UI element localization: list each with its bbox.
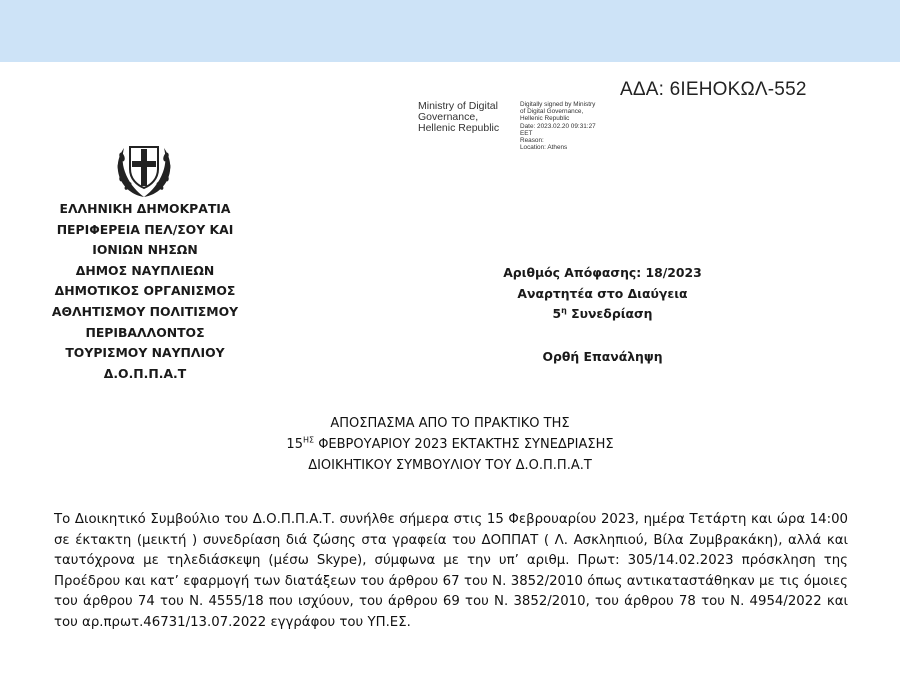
decision-info bbox=[490, 263, 715, 367]
authority-line: ΙΟΝΙΩΝ ΝΗΣΩΝ bbox=[92, 242, 198, 258]
body-paragraph: Το Διοικητικό Συμβούλιο του Δ.Ο.Π.Π.Α.Τ. συνήλθε σήμερα στις 15 Φεβρουαρίου 2023, ημέρα Τετάρτη και ώρα 14:00 σε έκτακτη (μεικτή ) συνεδρίαση διά ζώσης στα γραφεία του ΔΟΠΠΑΤ ( Λ. Ασκληπιού, Βίλα Ζυμβρακάκη), αλλά και ταυτόχρονα με τηλεδιάσκεψη (μέσω Skype), σύμφωνα με την υπ’ αριθμ. Πρωτ: 305/14.02.2023 πρόσκληση της Προέδρου και κατ’ εφαρμογή των διατάξεων του άρθρου 67 του Ν. 3852/2010 όπως αντικαταστάθηκαν με τις όμοιες του άρθρου 74 του Ν. 4555/18 που ισχύουν, του άρθρου 69 του Ν. 3852/2010, του άρθρου 78 του Ν. 4954/2022 και του αρ.πρωτ.46731/13.07.2022 εγγράφου του ΥΠ.ΕΣ. bbox=[54, 512, 848, 630]
title-date-rest: ΦΕΒΡΟΥΑΡΙΟΥ 2023 ΕΚΤΑΚΤΗΣ ΣΥΝΕΔΡΙΑΣΗΣ bbox=[318, 437, 614, 452]
document-title bbox=[240, 413, 660, 476]
authority-line: ΔΗΜΟΤΙΚΟΣ ΟΡΓΑΝΙΣΜΟΣ bbox=[54, 283, 236, 299]
signature-detail-line: EET bbox=[520, 129, 533, 137]
title-day-ordinal: ΗΣ bbox=[302, 435, 315, 445]
signature-detail-line: Hellenic Republic bbox=[520, 115, 570, 123]
authority-line: ΠΕΡΙΒΑΛΛΟΝΤΟΣ bbox=[85, 324, 205, 340]
signature-detail-line: Digitally signed by Ministry bbox=[520, 101, 596, 108]
signature-detail-line: Location: Athens bbox=[520, 144, 568, 152]
title-day: 15 bbox=[286, 437, 303, 452]
greek-coat-of-arms-icon bbox=[111, 135, 177, 201]
ada-code: ΑΔΑ: 6ΙΕΗΟΚΩΛ-552 bbox=[620, 79, 807, 100]
signature-detail-line: Date: 2023.02.20 09:31:27 bbox=[520, 122, 596, 130]
session-line bbox=[490, 304, 715, 325]
signer-line: Governance, bbox=[418, 111, 479, 123]
correction-note: Ορθή Επανάληψη bbox=[542, 348, 663, 364]
authority-line: ΔΗΜΟΣ ΝΑΥΠΛΙΕΩΝ bbox=[75, 262, 215, 278]
decision-number: Αριθμός Απόφασης: 18/2023 bbox=[503, 265, 702, 280]
session-number: 5 bbox=[552, 306, 562, 321]
authority-line: ΑΘΛΗΤΙΣΜΟΥ ΠΟΛΙΤΙΣΜΟΥ bbox=[51, 303, 239, 319]
session-ordinal: η bbox=[561, 305, 567, 315]
title-line-3: ΔΙΟΙΚΗΤΙΚΟΥ ΣΥΜΒΟΥΛΙΟΥ ΤΟΥ Δ.Ο.Π.Π.Α.Τ bbox=[308, 458, 592, 473]
title-line-1: ΑΠΟΣΠΑΣΜΑ ΑΠΟ ΤΟ ΠΡΑΚΤΙΚΟ ΤΗΣ bbox=[330, 416, 570, 431]
issuing-authority bbox=[40, 199, 250, 384]
digital-signature-details bbox=[520, 101, 630, 151]
signature-detail-line: Reason: bbox=[520, 137, 544, 145]
top-banner bbox=[0, 0, 900, 62]
session-label: Συνεδρίαση bbox=[571, 306, 653, 321]
signer-line: Hellenic Republic bbox=[418, 122, 500, 134]
authority-line: ΤΟΥΡΙΣΜΟΥ ΝΑΥΠΛΙΟΥ bbox=[65, 345, 225, 361]
publish-note: Αναρτητέα στο Διαύγεια bbox=[517, 285, 688, 301]
authority-line: ΠΕΡΙΦΕΡΕΙΑ ΠΕΛ/ΣΟΥ ΚΑΙ bbox=[56, 221, 234, 237]
title-line-2 bbox=[240, 434, 660, 455]
authority-line: Δ.Ο.Π.Π.Α.Τ bbox=[103, 365, 187, 381]
digital-signature-signer bbox=[418, 101, 499, 134]
signature-detail-line: of Digital Governance, bbox=[520, 108, 584, 116]
authority-line: ΕΛΛΗΝΙΚΗ ΔΗΜΟΚΡΑΤΙΑ bbox=[59, 201, 231, 216]
signer-line: Ministry of Digital bbox=[418, 100, 498, 112]
